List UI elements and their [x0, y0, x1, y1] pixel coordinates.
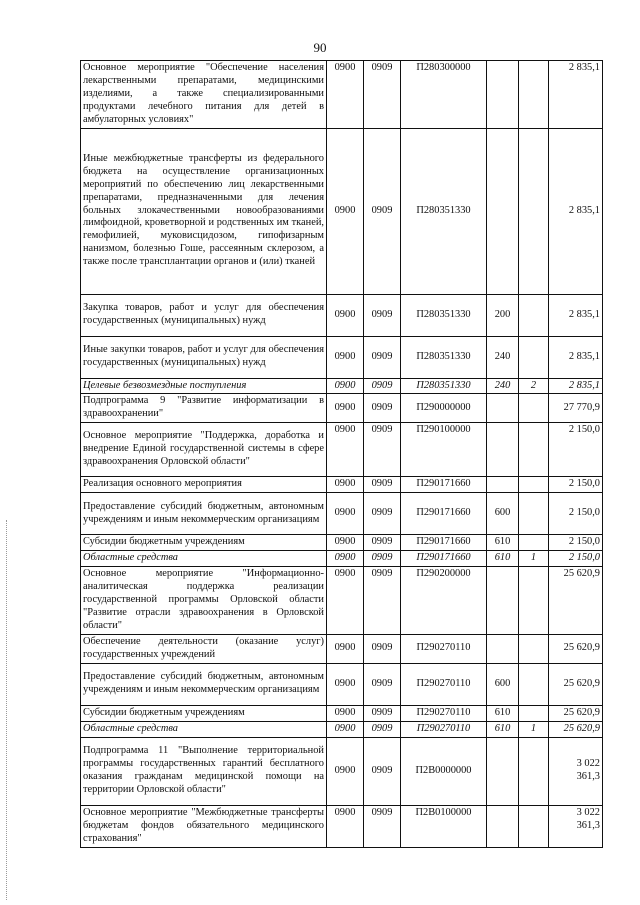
section-code: 0909	[364, 551, 401, 567]
table-row	[81, 737, 603, 805]
target-code: П290000000	[401, 394, 487, 423]
expense-type	[487, 128, 519, 294]
target-code: П280351330	[401, 128, 487, 294]
expense-type: 610	[487, 551, 519, 567]
chapter-code: 0900	[327, 737, 364, 805]
section-code: 0909	[364, 423, 401, 477]
target-code: П290270110	[401, 721, 487, 737]
chapter-code: 0900	[327, 566, 364, 634]
chapter-code: 0900	[327, 336, 364, 378]
amount: 3 022 361,3	[549, 805, 603, 847]
source-code	[519, 128, 549, 294]
amount: 2 150,0	[549, 477, 603, 493]
amount: 2 835,1	[549, 61, 603, 129]
table-row	[81, 566, 603, 634]
expense-type	[487, 737, 519, 805]
section-code: 0909	[364, 294, 401, 336]
expense-type: 200	[487, 294, 519, 336]
source-code: 1	[519, 551, 549, 567]
target-code: П290270110	[401, 705, 487, 721]
expense-type	[487, 423, 519, 477]
section-code: 0909	[364, 336, 401, 378]
source-code	[519, 663, 549, 705]
expense-type	[487, 394, 519, 423]
source-code	[519, 705, 549, 721]
chapter-code: 0900	[327, 634, 364, 663]
expense-type	[487, 566, 519, 634]
chapter-code: 0900	[327, 663, 364, 705]
expense-type: 610	[487, 721, 519, 737]
table-row	[81, 705, 603, 721]
table-row	[81, 423, 603, 477]
section-code: 0909	[364, 663, 401, 705]
section-code: 0909	[364, 566, 401, 634]
table-row	[81, 721, 603, 737]
target-code: П290200000	[401, 566, 487, 634]
expense-type	[487, 477, 519, 493]
target-code: П280300000	[401, 61, 487, 129]
section-code: 0909	[364, 721, 401, 737]
amount: 2 150,0	[549, 423, 603, 477]
item-name: Субсидии бюджетным учреждениям	[81, 705, 327, 721]
section-code: 0909	[364, 805, 401, 847]
item-name: Предоставление субсидий бюджетным, автономным учреждениям и иным некоммерческим организациям	[81, 493, 327, 535]
section-code: 0909	[364, 535, 401, 551]
target-code: П290171660	[401, 551, 487, 567]
chapter-code: 0900	[327, 493, 364, 535]
table-row	[81, 634, 603, 663]
item-name: Реализация основного мероприятия	[81, 477, 327, 493]
expense-type: 610	[487, 535, 519, 551]
amount: 25 620,9	[549, 721, 603, 737]
amount: 25 620,9	[549, 634, 603, 663]
chapter-code: 0900	[327, 721, 364, 737]
table-row	[81, 663, 603, 705]
target-code: П2В0100000	[401, 805, 487, 847]
source-code	[519, 805, 549, 847]
amount: 2 150,0	[549, 551, 603, 567]
source-code	[519, 61, 549, 129]
expense-type: 240	[487, 378, 519, 394]
table-row	[81, 493, 603, 535]
amount: 2 150,0	[549, 535, 603, 551]
table-row	[81, 394, 603, 423]
source-code	[519, 423, 549, 477]
section-code: 0909	[364, 128, 401, 294]
chapter-code: 0900	[327, 128, 364, 294]
table-row	[81, 294, 603, 336]
item-name: Основное мероприятие "Поддержка, доработка и внедрение Единой государственной системы в сфере здравоохранения Орловской области"	[81, 423, 327, 477]
budget-table	[80, 60, 603, 848]
section-code: 0909	[364, 394, 401, 423]
scan-margin-dots	[6, 520, 10, 900]
table-row	[81, 535, 603, 551]
item-name: Основное мероприятие "Межбюджетные трансферты бюджетам фондов обязательного медицинского страхования"	[81, 805, 327, 847]
item-name: Иные межбюджетные трансферты из федерального бюджета на осуществление организационных мероприятий по обеспечению лиц лекарственными препаратами, предназначенными для лечения больных злокачественными новообразованиями лимфоидной, кроветворной и родственных им тканей, гемофилией, муковисцидозом, гипофизарным нанизмом, болезнью Гоше, рассеянным склерозом, а также после трансплантации органов и (или) тканей	[81, 128, 327, 294]
target-code: П290171660	[401, 535, 487, 551]
item-name: Иные закупки товаров, работ и услуг для обеспечения государственных (муниципальных) нужд	[81, 336, 327, 378]
amount: 2 835,1	[549, 336, 603, 378]
table-row	[81, 378, 603, 394]
target-code: П2В0000000	[401, 737, 487, 805]
target-code: П290270110	[401, 663, 487, 705]
target-code: П290270110	[401, 634, 487, 663]
item-name: Областные средства	[81, 721, 327, 737]
expense-type	[487, 805, 519, 847]
source-code: 2	[519, 378, 549, 394]
chapter-code: 0900	[327, 477, 364, 493]
expense-type: 240	[487, 336, 519, 378]
table-row	[81, 61, 603, 129]
section-code: 0909	[364, 737, 401, 805]
source-code	[519, 294, 549, 336]
chapter-code: 0900	[327, 61, 364, 129]
target-code: П290171660	[401, 493, 487, 535]
page-number: 90	[313, 40, 327, 55]
expense-type: 610	[487, 705, 519, 721]
source-code	[519, 477, 549, 493]
amount: 2 835,1	[549, 128, 603, 294]
item-name: Областные средства	[81, 551, 327, 567]
source-code	[519, 336, 549, 378]
item-name: Обеспечение деятельности (оказание услуг) государственных учреждений	[81, 634, 327, 663]
item-name: Основное мероприятие "Обеспечение населения лекарственными препаратами, медицинскими изделиями, а также специализированными продуктами лечебного питания для детей в амбулаторных условиях"	[81, 61, 327, 129]
table-row	[81, 336, 603, 378]
source-code	[519, 566, 549, 634]
table-row	[81, 128, 603, 294]
amount: 27 770,9	[549, 394, 603, 423]
chapter-code: 0900	[327, 705, 364, 721]
expense-type	[487, 61, 519, 129]
target-code: П290171660	[401, 477, 487, 493]
amount: 25 620,9	[549, 566, 603, 634]
item-name: Основное мероприятие "Информационно-аналитическая поддержка реализации государственной программы Орловской области "Развитие отрасли здравоохранения в Орловской области"	[81, 566, 327, 634]
source-code	[519, 634, 549, 663]
table-row	[81, 477, 603, 493]
chapter-code: 0900	[327, 394, 364, 423]
chapter-code: 0900	[327, 551, 364, 567]
target-code: П280351330	[401, 336, 487, 378]
item-name: Подпрограмма 9 "Развитие информатизации в здравоохранении"	[81, 394, 327, 423]
amount: 25 620,9	[549, 705, 603, 721]
chapter-code: 0900	[327, 805, 364, 847]
expense-type	[487, 634, 519, 663]
source-code	[519, 737, 549, 805]
section-code: 0909	[364, 634, 401, 663]
item-name: Подпрограмма 11 "Выполнение территориальной программы государственных гарантий бесплатного оказания гражданам медицинской помощи на территории Орловской области"	[81, 737, 327, 805]
section-code: 0909	[364, 493, 401, 535]
section-code: 0909	[364, 61, 401, 129]
chapter-code: 0900	[327, 423, 364, 477]
expense-type: 600	[487, 663, 519, 705]
item-name: Закупка товаров, работ и услуг для обеспечения государственных (муниципальных) нужд	[81, 294, 327, 336]
item-name: Субсидии бюджетным учреждениям	[81, 535, 327, 551]
section-code: 0909	[364, 705, 401, 721]
source-code	[519, 535, 549, 551]
source-code	[519, 394, 549, 423]
amount: 2 150,0	[549, 493, 603, 535]
item-name: Целевые безвозмездные поступления	[81, 378, 327, 394]
section-code: 0909	[364, 378, 401, 394]
amount: 25 620,9	[549, 663, 603, 705]
amount: 2 835,1	[549, 294, 603, 336]
table-row	[81, 551, 603, 567]
chapter-code: 0900	[327, 294, 364, 336]
section-code: 0909	[364, 477, 401, 493]
table-row	[81, 805, 603, 847]
chapter-code: 0900	[327, 535, 364, 551]
source-code: 1	[519, 721, 549, 737]
amount: 2 835,1	[549, 378, 603, 394]
item-name: Предоставление субсидий бюджетным, автономным учреждениям и иным некоммерческим организациям	[81, 663, 327, 705]
chapter-code: 0900	[327, 378, 364, 394]
target-code: П280351330	[401, 378, 487, 394]
amount: 3 022 361,3	[549, 737, 603, 805]
source-code	[519, 493, 549, 535]
target-code: П280351330	[401, 294, 487, 336]
target-code: П290100000	[401, 423, 487, 477]
expense-type: 600	[487, 493, 519, 535]
